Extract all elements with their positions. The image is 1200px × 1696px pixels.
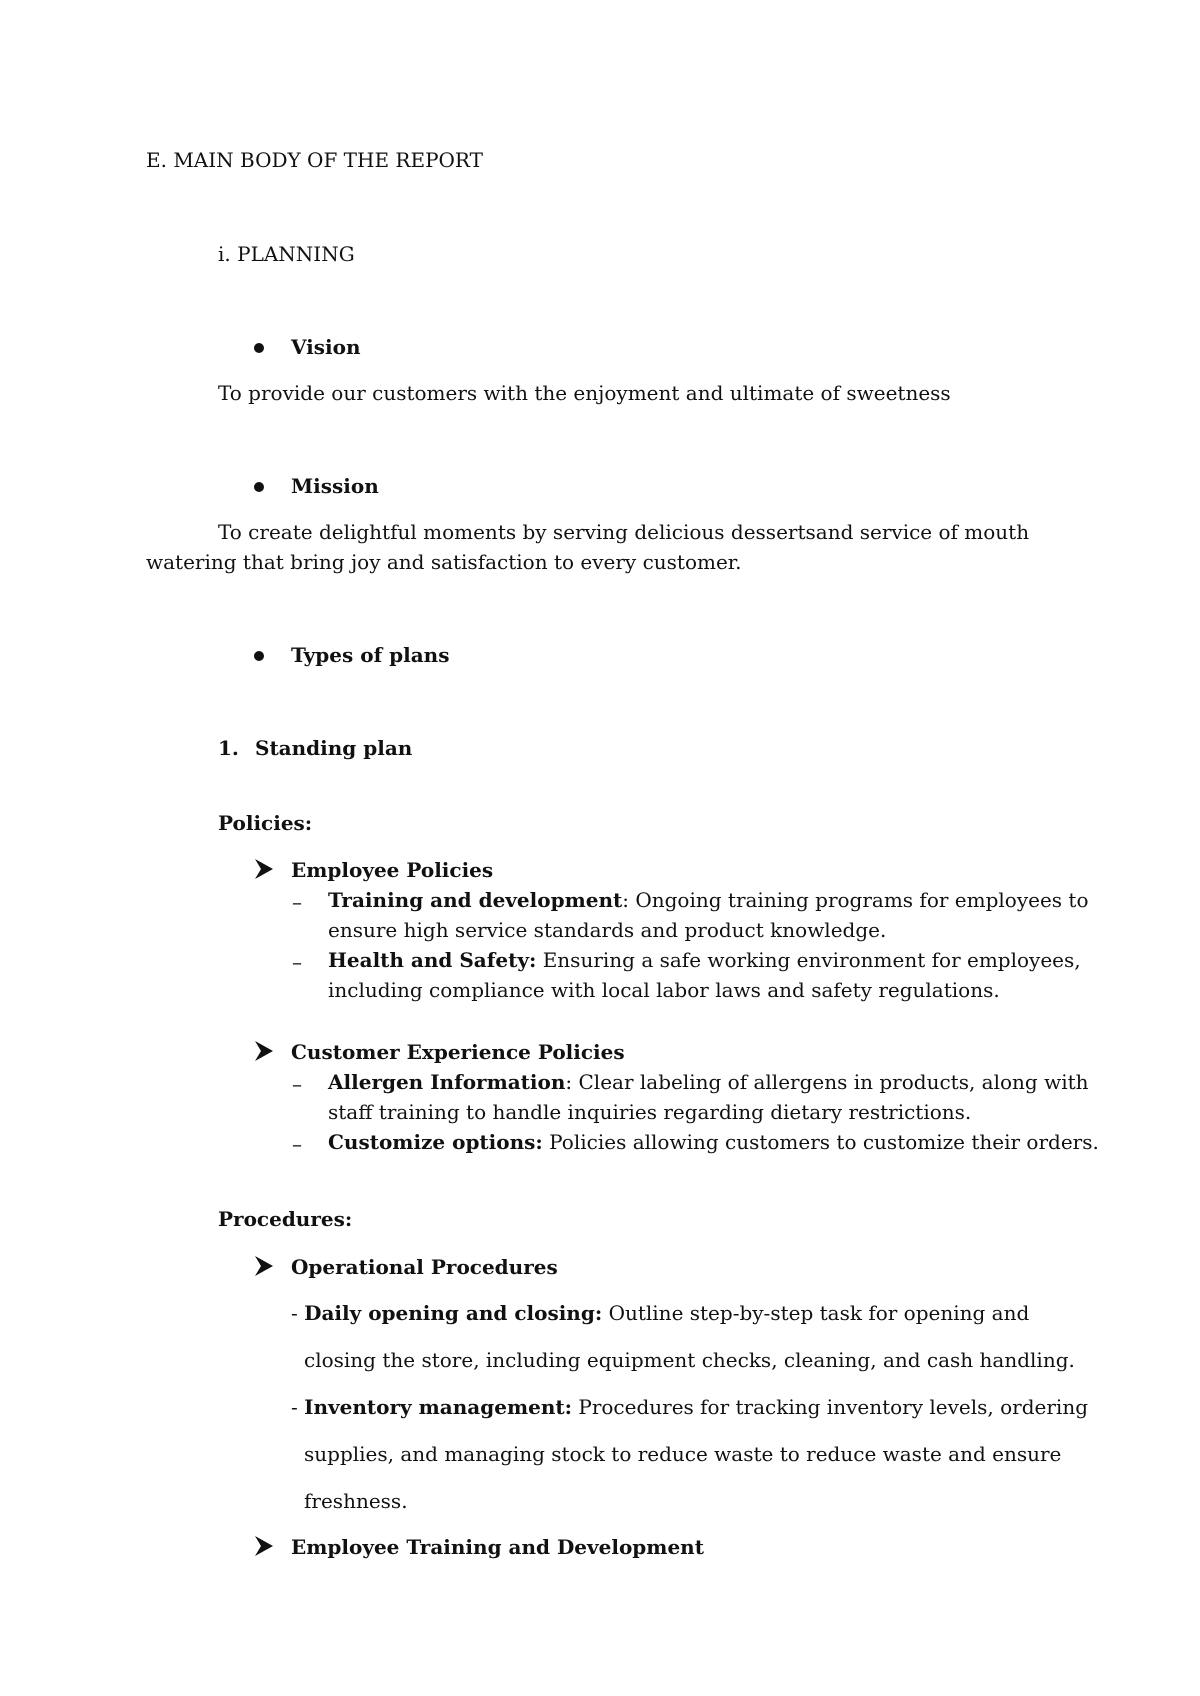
vision-heading: Vision bbox=[291, 335, 361, 359]
customize-term: Customize options: bbox=[328, 1130, 543, 1154]
mission-text-line1: To create delightful moments by serving delicious dessertsand service of mouth bbox=[218, 520, 1030, 544]
arrow-bullet-icon bbox=[254, 1535, 274, 1557]
arrow-bullet-icon bbox=[254, 1255, 274, 1277]
bullet-dot-icon bbox=[254, 482, 264, 492]
inventory-prefix: - bbox=[291, 1395, 305, 1419]
arrow-bullet-icon bbox=[254, 858, 274, 880]
health-item-line2: including compliance with local labor laws and safety regulations. bbox=[328, 978, 1000, 1002]
inventory-item-line2: supplies, and managing stock to reduce waste to reduce waste and ensure bbox=[304, 1442, 1062, 1466]
types-heading: Types of plans bbox=[291, 643, 450, 667]
section-title: E. MAIN BODY OF THE REPORT bbox=[146, 148, 483, 172]
employee-policies-heading: Employee Policies bbox=[291, 858, 494, 882]
standing-plan-label: Standing plan bbox=[255, 736, 413, 760]
health-term: Health and Safety: bbox=[328, 948, 537, 972]
bullet-dot-icon bbox=[254, 651, 264, 661]
training-item-line2: ensure high service standards and product knowledge. bbox=[328, 918, 887, 942]
health-desc: Ensuring a safe working environment for employees, bbox=[536, 948, 1081, 972]
standing-plan-number: 1. bbox=[218, 736, 239, 760]
dash-marker: – bbox=[292, 890, 302, 914]
customize-desc: Policies allowing customers to customize their orders. bbox=[542, 1130, 1099, 1154]
inventory-desc: Procedures for tracking inventory levels, ordering bbox=[572, 1395, 1089, 1419]
daily-prefix: - bbox=[291, 1301, 305, 1325]
policies-heading: Policies: bbox=[218, 811, 313, 835]
allergen-term: Allergen Information bbox=[328, 1070, 566, 1094]
allergen-item-line2: staff training to handle inquiries regarding dietary restrictions. bbox=[328, 1100, 972, 1124]
daily-item-line2: closing the store, including equipment checks, cleaning, and cash handling. bbox=[304, 1348, 1075, 1372]
training-term: Training and development bbox=[328, 888, 623, 912]
daily-desc: Outline step-by-step task for opening and bbox=[602, 1301, 1030, 1325]
dash-marker: – bbox=[292, 1132, 302, 1156]
allergen-desc: : Clear labeling of allergens in products, along with bbox=[565, 1070, 1089, 1094]
health-item-line1 bbox=[328, 946, 1081, 974]
customer-policies-heading: Customer Experience Policies bbox=[291, 1040, 625, 1064]
procedures-heading: Procedures: bbox=[218, 1207, 353, 1231]
mission-heading: Mission bbox=[291, 474, 379, 498]
customize-item-line1 bbox=[328, 1128, 1099, 1156]
dash-marker: – bbox=[292, 950, 302, 974]
inventory-term: Inventory management: bbox=[304, 1395, 572, 1419]
daily-term: Daily opening and closing: bbox=[304, 1301, 603, 1325]
inventory-item-line1 bbox=[291, 1393, 1088, 1421]
daily-item-line1 bbox=[291, 1299, 1029, 1327]
allergen-item-line1 bbox=[328, 1068, 1089, 1096]
vision-text: To provide our customers with the enjoyment and ultimate of sweetness bbox=[218, 381, 951, 405]
operational-procedures-heading: Operational Procedures bbox=[291, 1255, 558, 1279]
employee-training-heading: Employee Training and Development bbox=[291, 1535, 704, 1559]
mission-text-line2: watering that bring joy and satisfaction to every customer. bbox=[146, 550, 742, 574]
training-desc: : Ongoing training programs for employees to bbox=[622, 888, 1089, 912]
subsection-title: i. PLANNING bbox=[218, 242, 355, 266]
dash-marker: – bbox=[292, 1072, 302, 1096]
arrow-bullet-icon bbox=[254, 1040, 274, 1062]
inventory-item-line3: freshness. bbox=[304, 1489, 408, 1513]
bullet-dot-icon bbox=[254, 343, 264, 353]
training-item-line1 bbox=[328, 886, 1089, 914]
